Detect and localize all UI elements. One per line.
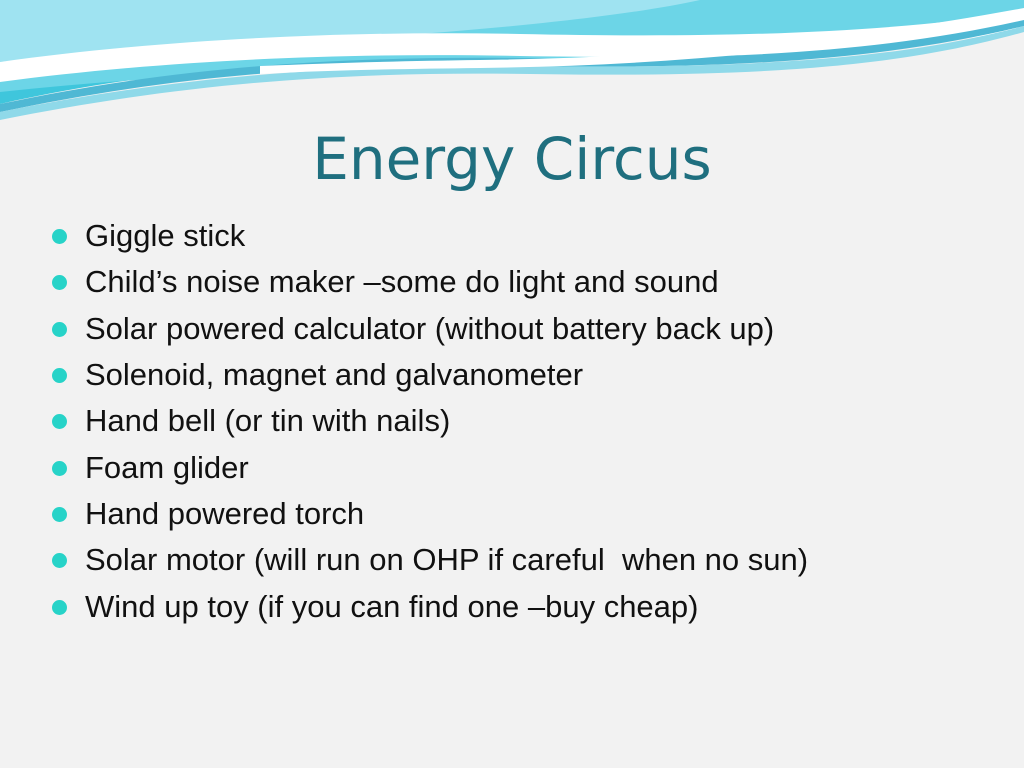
list-item-label: Child’s noise maker –some do light and sound bbox=[85, 264, 719, 300]
list-item bbox=[52, 450, 992, 485]
bullet-dot-icon bbox=[52, 322, 67, 337]
list-item bbox=[52, 589, 992, 624]
page-title: Energy Circus bbox=[312, 125, 712, 193]
bullet-dot-icon bbox=[52, 553, 67, 568]
list-item-label: Hand powered torch bbox=[85, 495, 365, 531]
bullet-dot-icon bbox=[52, 600, 67, 615]
list-item-label: Giggle stick bbox=[85, 218, 246, 253]
bullet-dot-icon bbox=[52, 229, 67, 244]
bullet-dot-icon bbox=[52, 368, 67, 383]
bullet-dot-icon bbox=[52, 414, 67, 429]
list-item bbox=[52, 357, 992, 392]
bullet-dot-icon bbox=[52, 507, 67, 522]
bullet-list bbox=[52, 218, 992, 635]
bullet-dot-icon bbox=[52, 461, 67, 476]
list-item-label: Wind up toy (if you can find one –buy cheap) bbox=[85, 588, 699, 624]
list-item-label: Solar powered calculator (without battery back up) bbox=[85, 310, 775, 346]
list-item-label: Hand bell (or tin with nails) bbox=[85, 403, 451, 439]
list-item bbox=[52, 403, 992, 438]
wave-ribbon-banner-icon bbox=[0, 0, 1024, 130]
list-item bbox=[52, 311, 992, 346]
list-item bbox=[52, 542, 992, 577]
list-item-label: Solenoid, magnet and galvanometer bbox=[85, 356, 584, 392]
list-item bbox=[52, 264, 992, 299]
list-item bbox=[52, 218, 992, 253]
bullet-dot-icon bbox=[52, 275, 67, 290]
list-item bbox=[52, 496, 992, 531]
list-item-label: Foam glider bbox=[85, 449, 249, 485]
list-item-label: Solar motor (will run on OHP if careful when no sun) bbox=[85, 542, 809, 578]
